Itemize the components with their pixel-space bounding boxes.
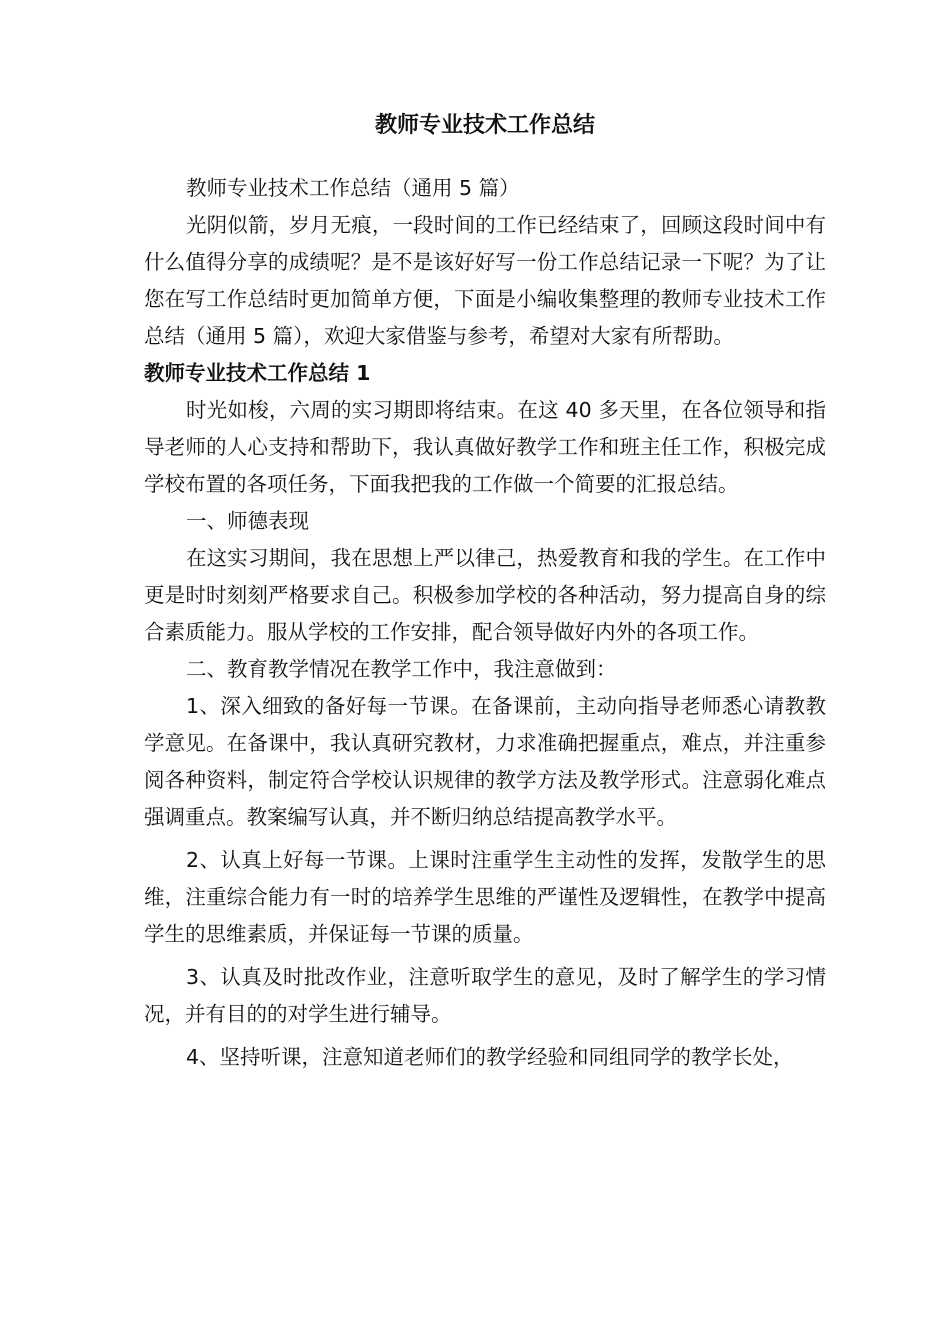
list-item-3: 3、认真及时批改作业，注意听取学生的意见，及时了解学生的学习情况，并有目的的对学生进行辅导。	[144, 965, 826, 1026]
list-item-2: 2、认真上好每一节课。上课时注重学生主动性的发挥，发散学生的思维，注重综合能力有一时的培养学生思维的严谨性及逻辑性，在教学中提高学生的思维素质，并保证每一节课的质量。	[144, 848, 826, 946]
intro-paragraph: 光阴似箭，岁月无痕，一段时间的工作已经结束了，回顾这段时间中有什么值得分享的成绩呢？是不是该好好写一份工作总结记录一下呢？为了让您在写工作总结时更加简单方便，下面是小编收集整理的教师专业技术工作总结（通用 5 篇），欢迎大家借鉴与参考，希望对大家有所帮助。	[144, 213, 826, 348]
document-page	[144, 104, 826, 1076]
list-item-4: 4、坚持听课，注意知道老师们的教学经验和同组同学的教学长处，	[186, 1045, 794, 1069]
list-item-1: 1、深入细致的备好每一节课。在备课前，主动向指导老师悉心请教教学意见。在备课中，我认真研究教材，力求准确把握重点，难点，并注重参阅各种资料，制定符合学校认识规律的教学方法及教学形式。注意弱化难点强调重点。教案编写认真，并不断归纳总结提高教学水平。	[144, 694, 826, 829]
subheading-ethics: 一、师德表现	[186, 509, 309, 533]
section-heading-1: 教师专业技术工作总结 1	[144, 361, 371, 385]
paragraph-2: 在这实习期间，我在思想上严以律己，热爱教育和我的学生。在工作中更是时时刻刻严格要求自己。积极参加学校的各种活动，努力提高自身的综合素质能力。服从学校的工作安排，配合领导做好内外的各项工作。	[144, 546, 826, 644]
document-subtitle: 教师专业技术工作总结（通用 5 篇）	[186, 176, 520, 200]
subheading-teaching: 二、教育教学情况在教学工作中，我注意做到：	[186, 657, 617, 681]
paragraph-1: 时光如梭，六周的实习期即将结束。在这 40 多天里，在各位领导和指导老师的人心支持和帮助下，我认真做好教学工作和班主任工作，积极完成学校布置的各项任务，下面我把我的工作做一个简要的汇报总结。	[144, 398, 826, 496]
document-title: 教师专业技术工作总结	[374, 113, 595, 138]
